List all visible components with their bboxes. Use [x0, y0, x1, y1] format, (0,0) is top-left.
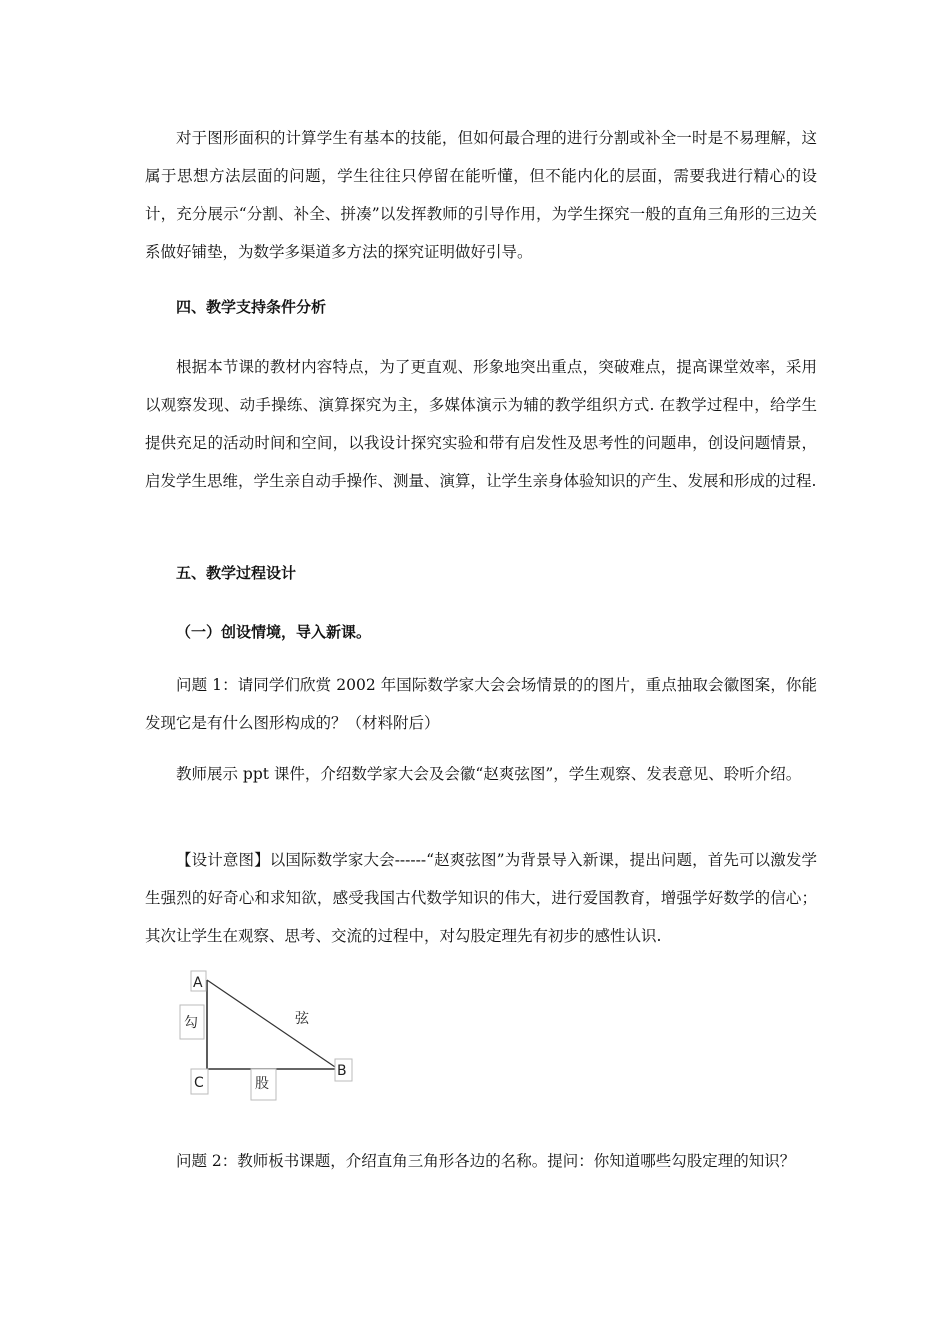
xian-label: 弦 — [295, 1011, 309, 1027]
right-triangle-diagram — [178, 965, 378, 1105]
paragraph-teaching-support: 根据本节课的教材内容特点，为了更直观、形象地突出重点，突破难点，提高课堂效率，采用以观察发现、动手操练、演算探究为主，多媒体演示为辅的教学组织方式. 在教学过程中，给学生提供充足的活动时间和空间，以我设计探究实验和带有启发性及思考性的问题串，创设问题情景，启发学生思维，学生亲自动手操作、测量、演算，让学生亲身体验知识的产生、发展和形成的过程. — [145, 358, 817, 490]
gu-label: 股 — [255, 1076, 269, 1092]
right-triangle-svg — [178, 965, 378, 1105]
gou-label: 勾 — [184, 1015, 198, 1031]
vertex-a-label: A — [193, 975, 203, 991]
paragraph-question-1: 问题 1：请同学们欣赏 2002 年国际数学家大会会场情景的的图片，重点抽取会徽图案，你能发现它是有什么图形构成的？（材料附后） — [145, 676, 817, 732]
heading-teaching-support: 四、教学支持条件分析 — [176, 298, 327, 316]
heading-create-situation: （一）创设情境，导入新课。 — [176, 623, 372, 641]
paragraph-question-2: 问题 2：教师板书课题，介绍直角三角形各边的名称。提问：你知道哪些勾股定理的知识？ — [176, 1152, 796, 1170]
vertex-c-label: C — [194, 1075, 204, 1091]
paragraph-design-intent: 【设计意图】以国际数学家大会------“赵爽弦图”为背景导入新课，提出问题，首先可以激发学生强烈的好奇心和求知欲，感受我国古代数学知识的伟大，进行爱国教育，增强学好数学的信心；其次让学生在观察、思考、交流的过程中，对勾股定理先有初步的感性认识. — [145, 851, 817, 945]
paragraph-teacher-ppt: 教师展示 ppt 课件，介绍数学家大会及会徽“赵爽弦图”，学生观察、发表意见、聆听介绍。 — [176, 765, 802, 783]
paragraph-area-calculation: 对于图形面积的计算学生有基本的技能，但如何最合理的进行分割或补全一时是不易理解，这属于思想方法层面的问题，学生往往只停留在能听懂，但不能内化的层面，需要我进行精心的设计，充分展示“分割、补全、拼凑”以发挥教师的引导作用，为学生探究一般的直角三角形的三边关系做好铺垫，为数学多渠道多方法的探究证明做好引导。 — [145, 129, 817, 261]
heading-teaching-process: 五、教学过程设计 — [176, 564, 297, 582]
vertex-b-label: B — [337, 1063, 347, 1079]
